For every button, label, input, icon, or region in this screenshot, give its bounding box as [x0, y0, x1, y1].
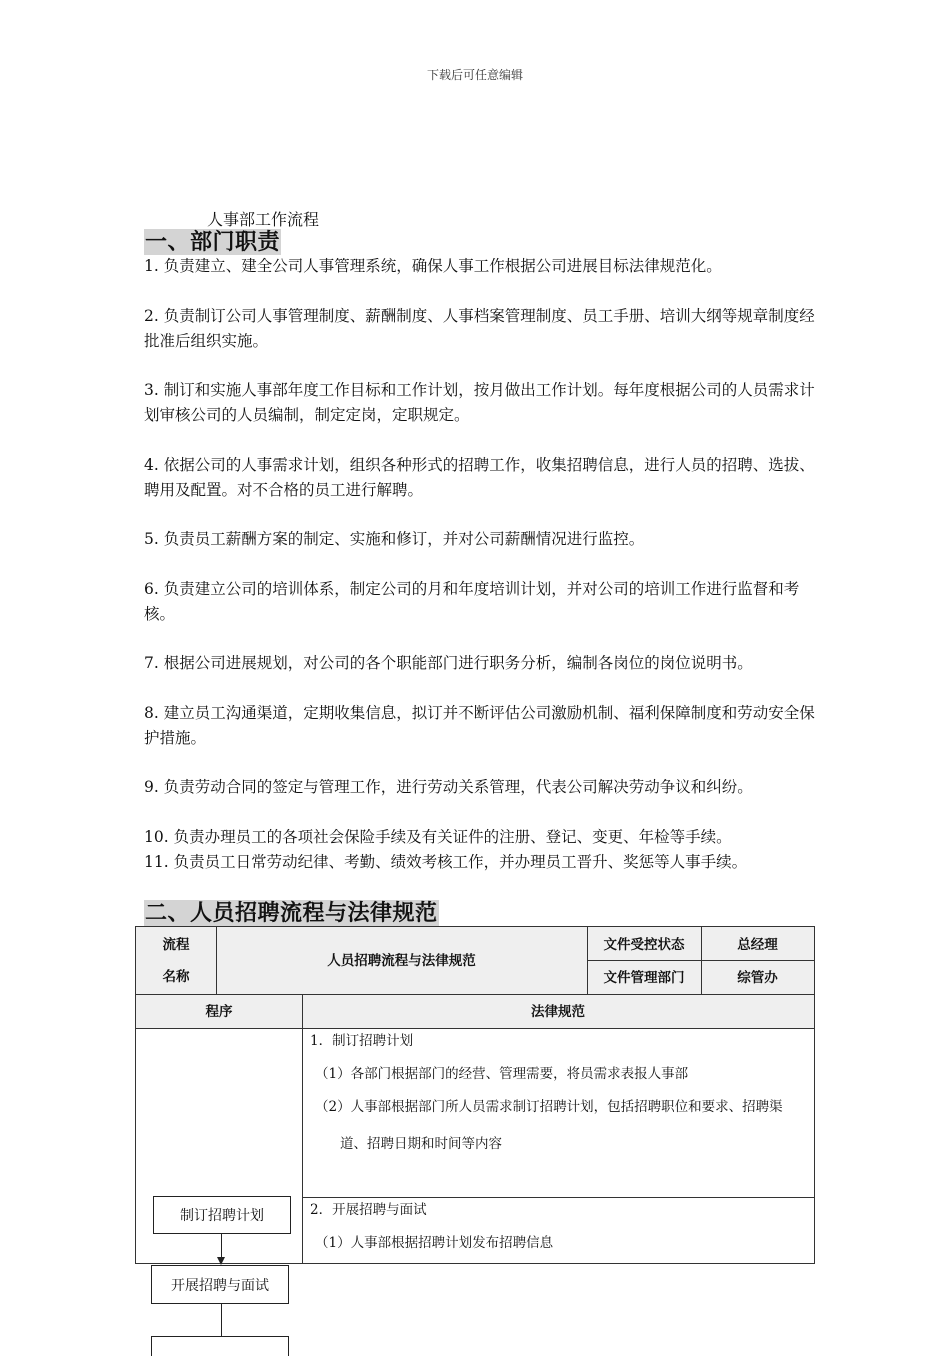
- header-note: 下载后可任意编辑: [426, 68, 523, 82]
- duty-item: 7. 根据公司进展规划，对公司的各个职能部门进行职务分析，编制各岗位的岗位说明书。: [144, 654, 753, 672]
- section-heading-recruitment: 二、人员招聘流程与法律规范: [145, 900, 438, 926]
- flow-arrow: [221, 1304, 222, 1338]
- duty-item: 1. 负责建立、建全公司人事管理系统，确保人事工作根据公司进展目标法律规范化。: [144, 257, 722, 275]
- flow-box-next: [151, 1336, 289, 1356]
- divider: [302, 1197, 814, 1198]
- flow-label-line2: 名称: [162, 969, 190, 985]
- section-heading-duties: 一、部门职责: [145, 229, 281, 255]
- flow-label-line1: 流程: [162, 937, 190, 953]
- divider: [302, 994, 303, 1263]
- divider: [587, 960, 814, 961]
- rule-step1-title: 1．制订招聘计划: [310, 1033, 414, 1049]
- column-header-rules: 法律规范: [531, 1004, 585, 1020]
- duty-item: 6. 负责建立公司的培训体系，制定公司的月和年度培训计划，并对公司的培训工作进行监督和考核。: [144, 579, 800, 623]
- duty-item: 9. 负责劳动合同的签定与管理工作，进行劳动关系管理，代表公司解决劳动争议和纠纷。: [144, 778, 753, 796]
- duty-item: 2. 负责制订公司人事管理制度、薪酬制度、人事档案管理制度、员工手册、培训大纲等规章制度经批准后组织实施。: [144, 306, 815, 350]
- divider: [136, 1028, 814, 1029]
- rule-step1-item2: （2）人事部根据部门所人员需求制订招聘计划，包括招聘职位和要求、招聘渠: [315, 1099, 783, 1115]
- duty-item: 11. 负责员工日常劳动纪律、考勤、绩效考核工作，并办理员工晋升、奖惩等人事手续。: [144, 852, 748, 871]
- dept-value: 综管办: [737, 970, 778, 986]
- duties-list: [144, 254, 824, 875]
- rule-step2-title: 2．开展招聘与面试: [310, 1202, 427, 1218]
- status-label: 文件受控状态: [603, 937, 685, 953]
- flow-box-plan: 制订招聘计划: [153, 1196, 291, 1234]
- duty-item: 4. 依据公司的人事需求计划，组织各种形式的招聘工作，收集招聘信息，进行人员的招聘、选拔、聘用及配置。对不合格的员工进行解聘。: [144, 455, 815, 499]
- divider: [136, 994, 814, 995]
- duty-item: 8. 建立员工沟通渠道，定期收集信息，拟订并不断评估公司激励机制、福利保障制度和劳动安全保护措施。: [144, 703, 815, 747]
- status-value: 总经理: [737, 937, 778, 953]
- document-title: 人事部工作流程: [207, 210, 320, 229]
- rule-step2-item1: （1）人事部根据招聘计划发布招聘信息: [315, 1235, 554, 1251]
- dept-label: 文件管理部门: [603, 970, 685, 986]
- flow-name: 人员招聘流程与法律规范: [327, 953, 476, 969]
- arrow-head: [217, 1257, 225, 1265]
- duty-item: 5. 负责员工薪酬方案的制定、实施和修订，并对公司薪酬情况进行监控。: [144, 530, 645, 548]
- flow-box-interview: 开展招聘与面试: [151, 1265, 289, 1304]
- rule-step1-item2-cont: 道、招聘日期和时间等内容: [340, 1136, 502, 1152]
- rule-step1-item1: （1）各部门根据部门的经营、管理需要，将员需求表报人事部: [315, 1066, 689, 1082]
- flow-arrow: [221, 1234, 222, 1258]
- duty-item: 3. 制订和实施人事部年度工作目标和工作计划，按月做出工作计划。每年度根据公司的人员需求计划审核公司的人员编制，制定定岗，定职规定。: [144, 381, 815, 424]
- column-header-procedure: 程序: [205, 1004, 233, 1020]
- duty-item: 10. 负责办理员工的各项社会保险手续及有关证件的注册、登记、变更、年检等手续。: [144, 827, 732, 846]
